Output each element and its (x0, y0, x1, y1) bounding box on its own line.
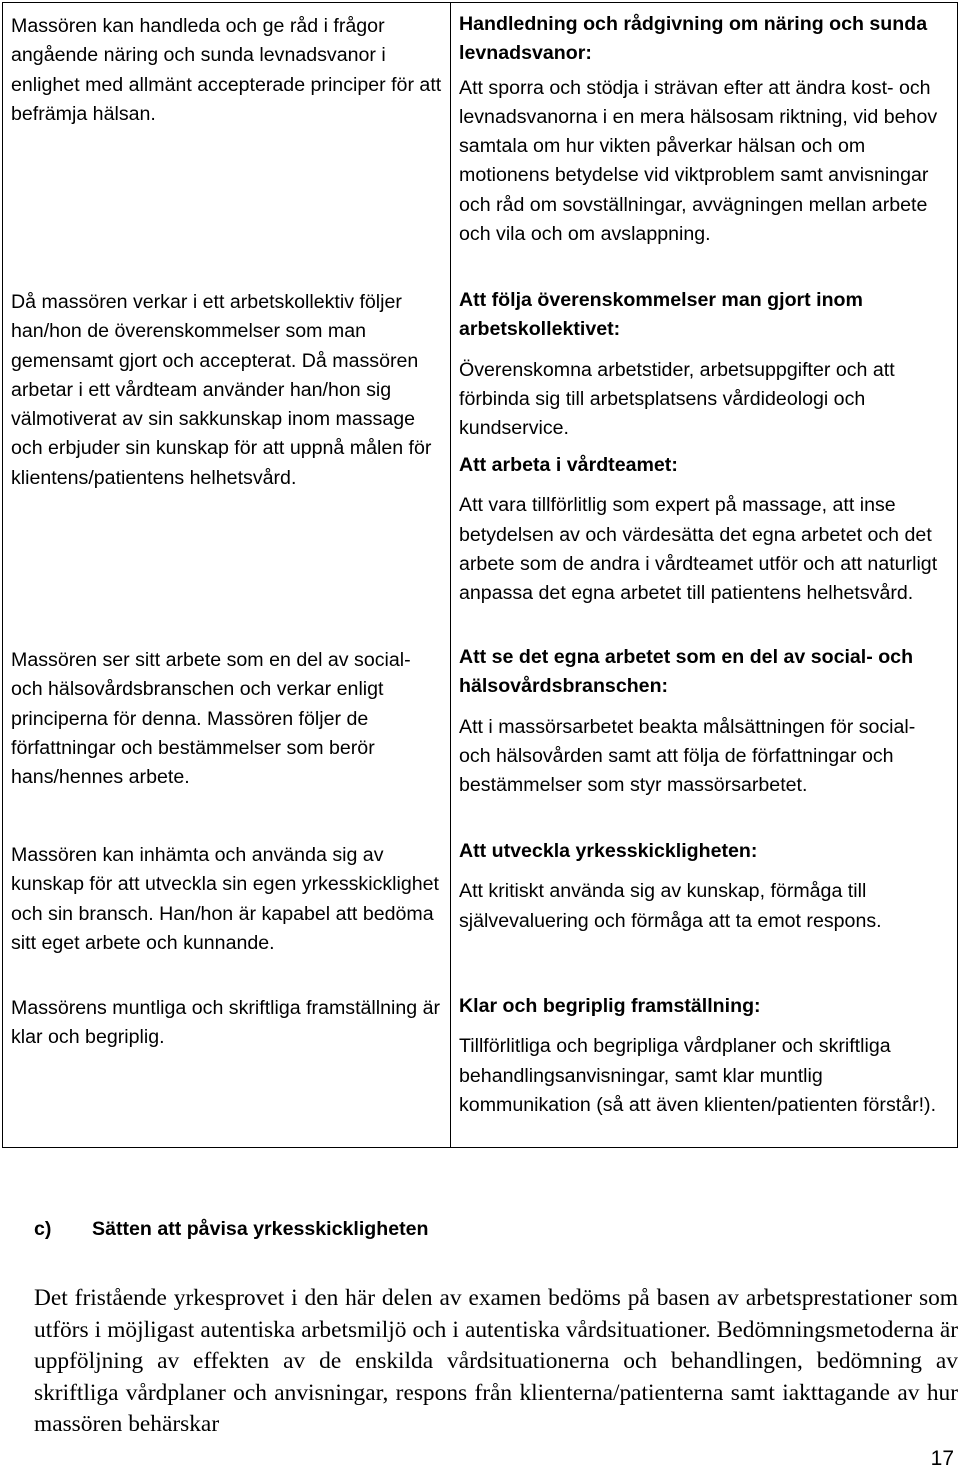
criterion-professional-development (459, 837, 951, 936)
criterion-text: Tillförlitliga och begripliga vårdplaner och skriftliga behandlingsanvisningar, samt klar muntlig kommunikation (så att även klienten/patienten förstår!). (459, 1035, 937, 1116)
criterion-text: Överenskomna arbetstider, arbetsuppgifter och att förbinda sig till arbetsplatsens vårdideologi och kundservice. (459, 358, 895, 440)
competence-column (3, 3, 451, 1148)
criterion-heading: Att utveckla yrkesskickligheten: (459, 840, 758, 862)
competence-professional-development: Massören kan inhämta och använda sig av kunskap för att utveckla sin egen yrkesskicklighet och sin bransch. Han/hon är kapabel att bedöma sitt eget arbete och kunnande. (11, 844, 440, 954)
criterion-heading: Att se det egna arbetet som en del av social- och hälsovårdsbranschen: (459, 646, 914, 698)
section-number: c) (34, 1218, 52, 1240)
criterion-heading: Att arbeta i vårdteamet: (459, 454, 678, 476)
table-row (3, 3, 958, 1148)
criterion-social-health-sector (459, 643, 951, 800)
section-title: Sätten att påvisa yrkesskickligheten (92, 1218, 429, 1240)
criterion-nutrition-guidance (459, 10, 951, 249)
criteria-table (2, 2, 958, 1148)
page-number: 17 (930, 1447, 954, 1470)
criteria-column (451, 3, 958, 1148)
criterion-care-team (459, 451, 951, 608)
criterion-heading: Att följa överenskommelser man gjort inom arbetskollektivet: (459, 289, 863, 341)
body-paragraph: Det fristående yrkesprovet i den här delen av examen bedöms på basen av arbetsprestationer som utförs i möjligast autentiska arbetsmiljö och i autentiska vårdsituationer. Bedömningsmetoderna är uppföljning av effekten av de enskilda vårdsituationerna och behandlingen, bedömning av skriftliga vårdplaner och anvisningar, respons från klienterna/patienterna samt iakttagande av hur massören behärskar (34, 1285, 958, 1437)
competence-communication: Massörens muntliga och skriftliga framställning är klar och begriplig. (11, 997, 441, 1049)
criterion-text: Att sporra och stödja i strävan efter att ändra kost- och levnadsvanorna i en mera hälsosam riktning, vid behov samtala om hur vikten påverkar hälsan och om motionens betydelse vid viktproblem samt anvisningar och råd om sovställningar, avvägningen mellan arbete och vila och om avslappning. (459, 76, 938, 246)
competence-social-health-sector: Massören ser sitt arbete som en del av social- och hälsovårdsbranschen och verkar enligt principerna för denna. Massören följer de författningar och bestämmelser som berör hans/hennes arbete. (11, 649, 411, 789)
criterion-clear-presentation (459, 992, 951, 1120)
criterion-text: Att vara tillförlitlig som expert på massage, att inse betydelsen av och värdesätta det egna arbetet och det arbete som de andra i vårdteamet utför och att naturligt anpassa det egna arbetet till patientens helhetsvård. (459, 494, 938, 605)
section-heading (34, 1214, 429, 1244)
criterion-work-collective (459, 286, 951, 443)
criterion-text: Att kritiskt använda sig av kunskap, förmåga till självevaluering och förmåga att ta emot respons. (459, 880, 882, 932)
criterion-heading: Klar och begriplig framställning: (459, 995, 761, 1017)
competence-work-collective: Då massören verkar i ett arbetskollektiv följer han/hon de överenskommelser som man gemensamt gjort och accepterat. Då massören arbetar i ett vårdteam använder han/hon sig välmotiverat av sin sakkunskap inom massage och erbjuder sin kunskap för att uppnå målen för klientens/patientens helhetsvård. (11, 291, 432, 489)
criterion-heading: Handledning och rådgivning om näring och sunda levnadsvanor: (459, 13, 928, 65)
competence-nutrition: Massören kan handleda och ge råd i frågor angående näring och sunda levnadsvanor i enlighet med allmänt accepterade principer för att befrämja hälsan. (11, 15, 442, 125)
criterion-text: Att i massörsarbetet beakta målsättningen för social- och hälsovården samt att följa de författningar och bestämmelser som styr massörsarbetet. (459, 715, 916, 797)
